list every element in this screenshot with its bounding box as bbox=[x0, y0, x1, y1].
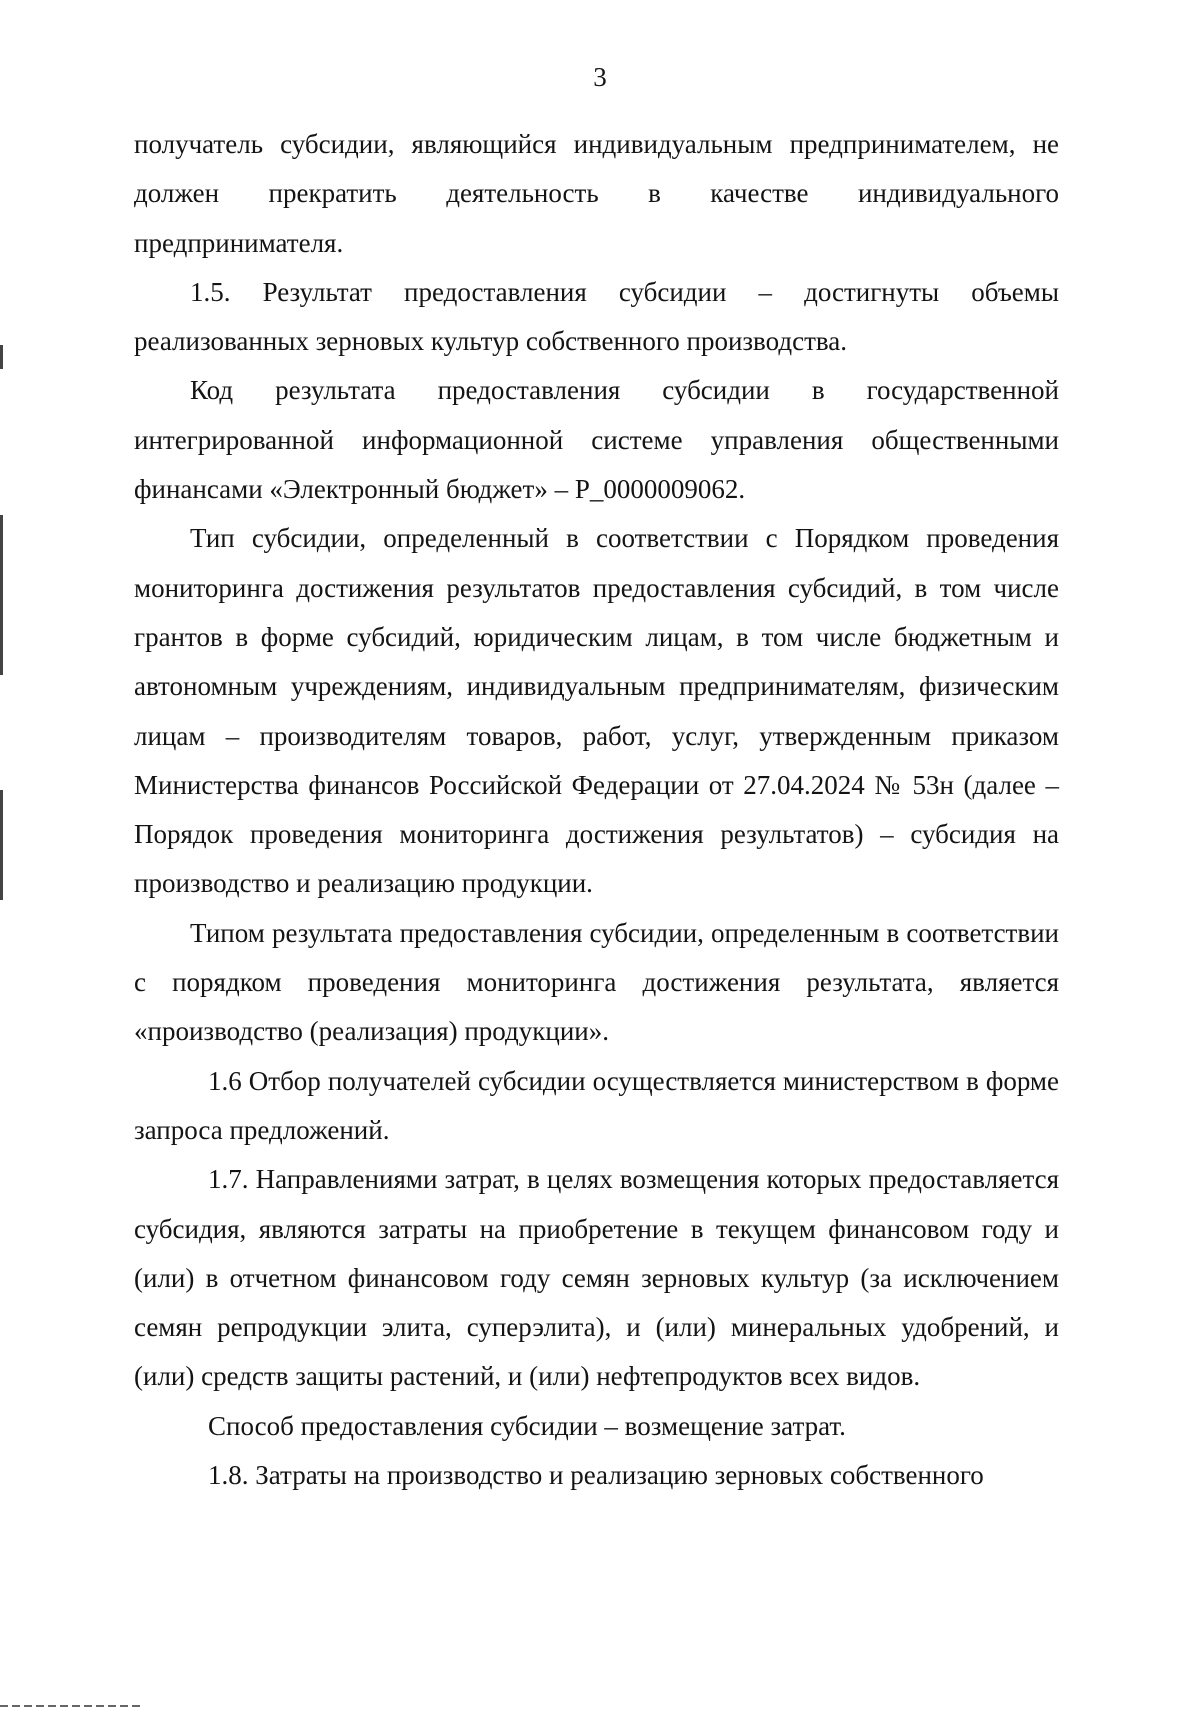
bottom-rule bbox=[0, 1705, 140, 1707]
paragraph: Тип субсидии, определенный в соответствии с Порядком проведения мониторинга достижения результатов предоставления субсидий, в том числе грантов в форме субсидий, юридическим лицам, в том числе бюджетным и автономным учреждениям, индивидуальным предпринимателям, физическим лицам – производителям товаров, работ, услуг, утвержденным приказом Министерства финансов Российской Федерации от 27.04.2024 № 53н (далее – Порядок проведения мониторинга достижения результатов) – субсидия на производство и реализацию продукции. bbox=[134, 523, 1059, 899]
paragraph: Код результата предоставления субсидии в государственной интегрированной информационной системе управления общественными финансами «Электронный бюджет» – Р_0000009062. bbox=[134, 375, 1059, 505]
paragraph: получатель субсидии, являющийся индивидуальным предпринимателем, не должен прекратить деятельность в качестве индивидуального предпринимателя. bbox=[134, 129, 1059, 258]
paragraph: Типом результата предоставления субсидии, определенным в соответствии с порядком проведения мониторинга достижения результата, является «производство (реализация) продукции». bbox=[134, 917, 1059, 1047]
paragraph: Способ предоставления субсидии – возмещение затрат. bbox=[208, 1410, 846, 1441]
scan-edge-mark bbox=[0, 515, 3, 675]
paragraph: 1.5. Результат предоставления субсидии – достигнуты объемы реализованных зерновых культур собственного производства. bbox=[134, 276, 1059, 357]
document-body bbox=[134, 120, 1059, 1500]
scan-edge-mark bbox=[0, 345, 3, 369]
paragraph: 1.6 Отбор получателей субсидии осуществляется министерством в форме запроса предложений. bbox=[134, 1065, 1059, 1145]
paragraph: 1.8. Затраты на производство и реализацию зерновых собственного bbox=[208, 1460, 984, 1491]
scan-edge-mark bbox=[0, 790, 3, 900]
paragraph: 1.7. Направлениями затрат, в целях возмещения которых предоставляется субсидия, являются затраты на приобретение в текущем финансовом году и (или) в отчетном финансовом году семян зерновых культур (за исключением семян репродукции элита, суперэлита), и (или) минеральных удобрений, и (или) средств защиты растений, и (или) нефтепродуктов всех видов. bbox=[134, 1164, 1059, 1392]
page-number: 3 bbox=[593, 62, 607, 92]
